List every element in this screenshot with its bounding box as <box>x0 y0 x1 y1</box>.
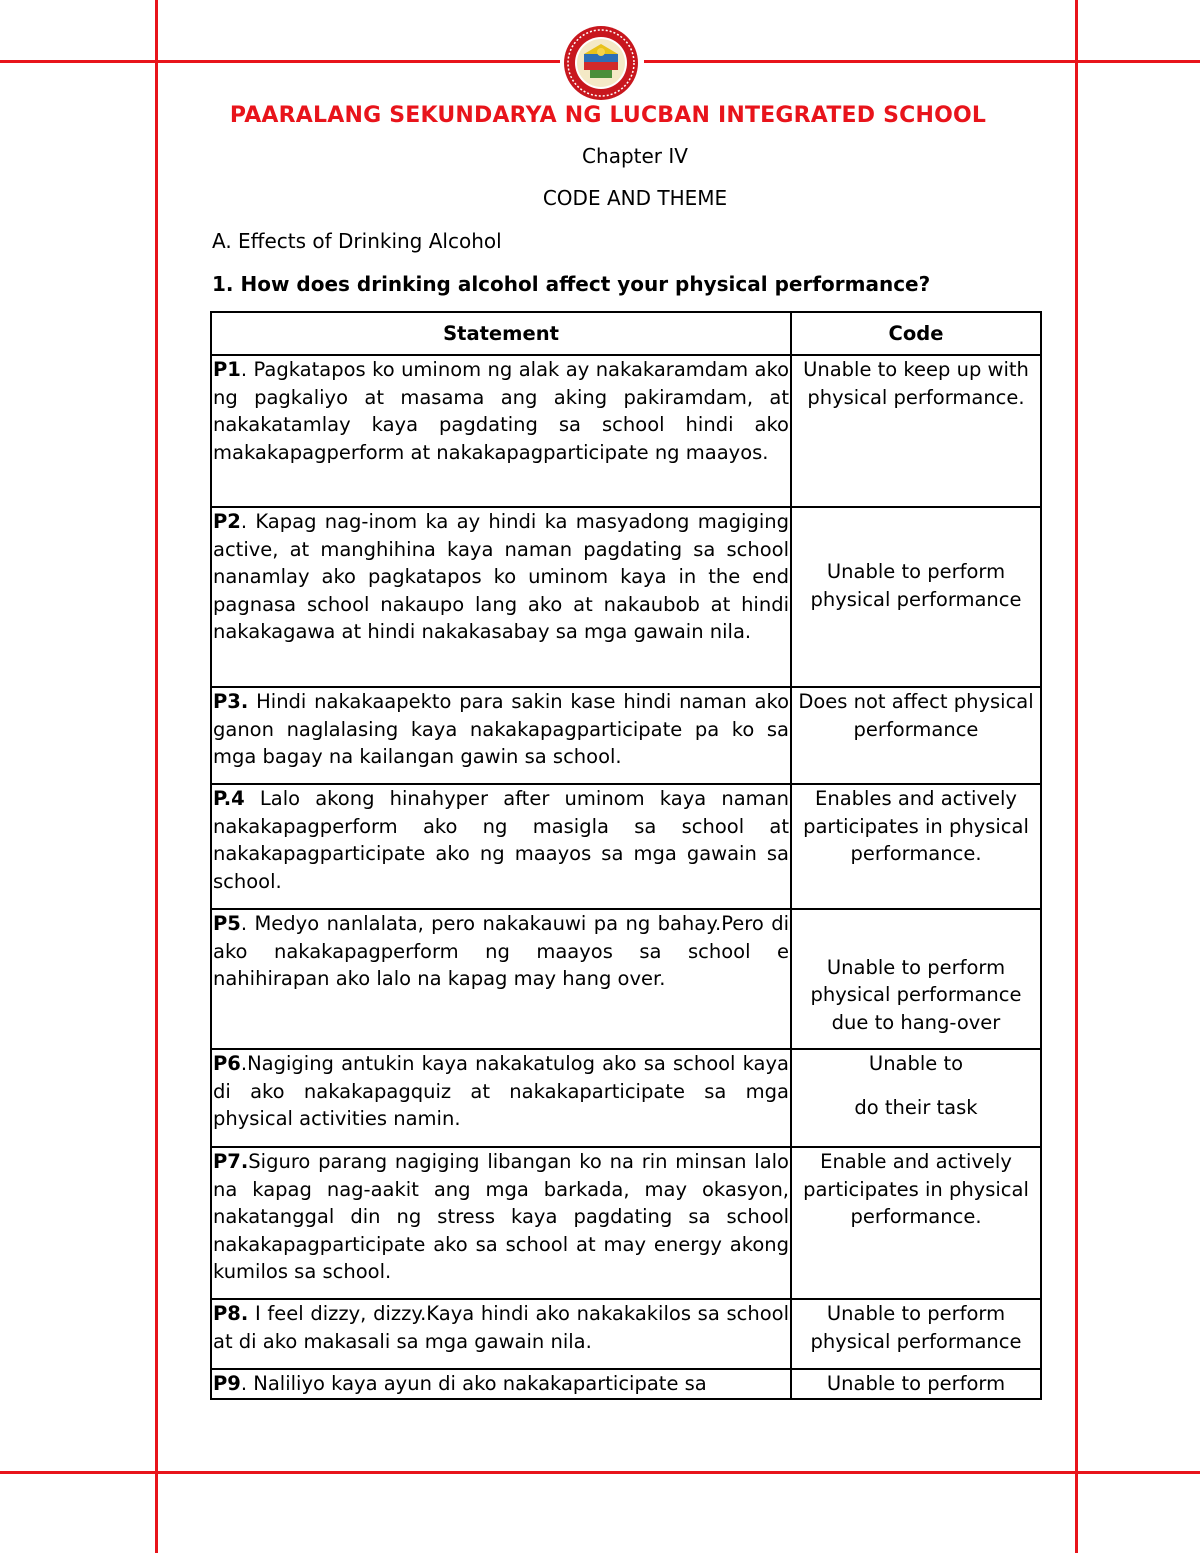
code-cell: Unable to perform <box>791 1369 1041 1399</box>
code-cell: Unable to perform physical performance <box>791 507 1041 687</box>
table-row <box>211 507 1041 687</box>
statement-text: . Medyo nanlalata, pero nakakauwi pa ng bahay.Pero di ako nakakapagperform ng maayos sa school e nahihirapan ako lalo na kapag may hang over. <box>213 912 789 990</box>
code-cell: Does not affect physical performance <box>791 687 1041 784</box>
chapter-heading: Chapter IV <box>582 144 688 168</box>
table-row <box>211 784 1041 909</box>
table-row <box>211 1369 1041 1399</box>
statement-text: I feel dizzy, dizzy.Kaya hindi ako nakakakilos sa school at di ako makasali sa mga gawain nila. <box>213 1302 789 1353</box>
code-cell: Enables and actively participates in physical performance. <box>791 784 1041 909</box>
school-name: PAARALANG SEKUNDARYA NG LUCBAN INTEGRATED SCHOOL <box>229 103 987 128</box>
participant-label: P9 <box>213 1372 241 1395</box>
table-row <box>211 909 1041 1049</box>
statement-text: Lalo akong hinahyper after uminom kaya naman nakakapagperform ako ng masigla sa school at nakakapagparticipate ako ng maayos sa mga gawain sa school. <box>213 787 789 893</box>
code-line: Unable to <box>868 1052 964 1075</box>
footer-line <box>0 1471 1200 1474</box>
section-heading: A. Effects of Drinking Alcohol <box>212 229 502 253</box>
table-row <box>211 1299 1041 1369</box>
participant-label: P6 <box>213 1052 241 1075</box>
participant-label: P3. <box>213 690 249 713</box>
table-row <box>211 1147 1041 1299</box>
code-cell: Unable to perform physical performance due to hang-over <box>791 909 1041 1049</box>
statement-cell <box>211 687 791 784</box>
table-header-row <box>211 312 1041 355</box>
margin-line-left <box>155 0 158 1553</box>
statement-text: . Kapag nag-inom ka ay hindi ka masyadong magiging active, at manghihina kaya naman pagdating sa school nanamlay ako pagkatapos ko uminom kaya in the end pagnasa school nakaupo lang ako at nakaubob at hindi nakakagawa at hindi nakakasabay sa mga gawain nila. <box>213 510 789 643</box>
statement-cell <box>211 1147 791 1299</box>
code-cell: Enable and actively participates in physical performance. <box>791 1147 1041 1299</box>
code-cell: Unable to keep up with physical performance. <box>791 355 1041 507</box>
statement-cell <box>211 1299 791 1369</box>
margin-line-right <box>1075 0 1078 1553</box>
statement-cell <box>211 909 791 1049</box>
participant-label: P.4 <box>213 787 245 810</box>
school-seal-icon <box>562 24 640 102</box>
statement-text: . Pagkatapos ko uminom ng alak ay nakakaramdam ako ng pagkaliyo at masama ang aking pakiramdam, at nakakatamlay kaya pagdating sa school hindi ako makakapagperform at nakakapagparticipate ng maayos. <box>213 358 789 464</box>
statement-text: Siguro parang nagiging libangan ko na rin minsan lalo na kapag nag-aakit ang mga barkada, may okasyon, nakatanggal din ng stress kaya pagdating sa school nakakapagparticipate ako sa school at may energy akong kumilos sa school. <box>213 1150 789 1283</box>
statement-header: Statement <box>211 312 791 355</box>
header-line-right <box>644 60 1200 63</box>
statement-text: . Naliliyo kaya ayun di ako nakakaparticipate sa <box>240 1372 707 1395</box>
statement-text: Hindi nakakaapekto para sakin kase hindi naman ako ganon naglalasing kaya nakakapagparticipate pa ko sa mga bagay na kailangan gawin sa school. <box>213 690 789 768</box>
code-line: do their task <box>854 1095 978 1119</box>
table-row <box>211 355 1041 507</box>
code-cell <box>791 1049 1041 1147</box>
statement-cell <box>211 507 791 687</box>
participant-label: P5 <box>213 912 241 935</box>
header-line-left <box>0 60 560 63</box>
code-table <box>210 311 1042 1400</box>
participant-label: P2 <box>213 510 241 533</box>
statement-text: .Nagiging antukin kaya nakakatulog ako sa school kaya di ako nakakapagquiz at nakakaparticipate sa mga physical activities namin. <box>213 1052 789 1130</box>
code-header: Code <box>791 312 1041 355</box>
table-row <box>211 687 1041 784</box>
statement-cell <box>211 1049 791 1147</box>
code-cell: Unable to perform physical performance <box>791 1299 1041 1369</box>
document-title: CODE AND THEME <box>542 186 728 210</box>
participant-label: P1 <box>213 358 241 381</box>
table-row <box>211 1049 1041 1147</box>
question-text: 1. How does drinking alcohol affect your physical performance? <box>212 272 931 296</box>
statement-cell <box>211 355 791 507</box>
participant-label: P7. <box>213 1150 249 1173</box>
participant-label: P8. <box>213 1302 249 1325</box>
statement-cell <box>211 784 791 909</box>
statement-cell <box>211 1369 791 1399</box>
